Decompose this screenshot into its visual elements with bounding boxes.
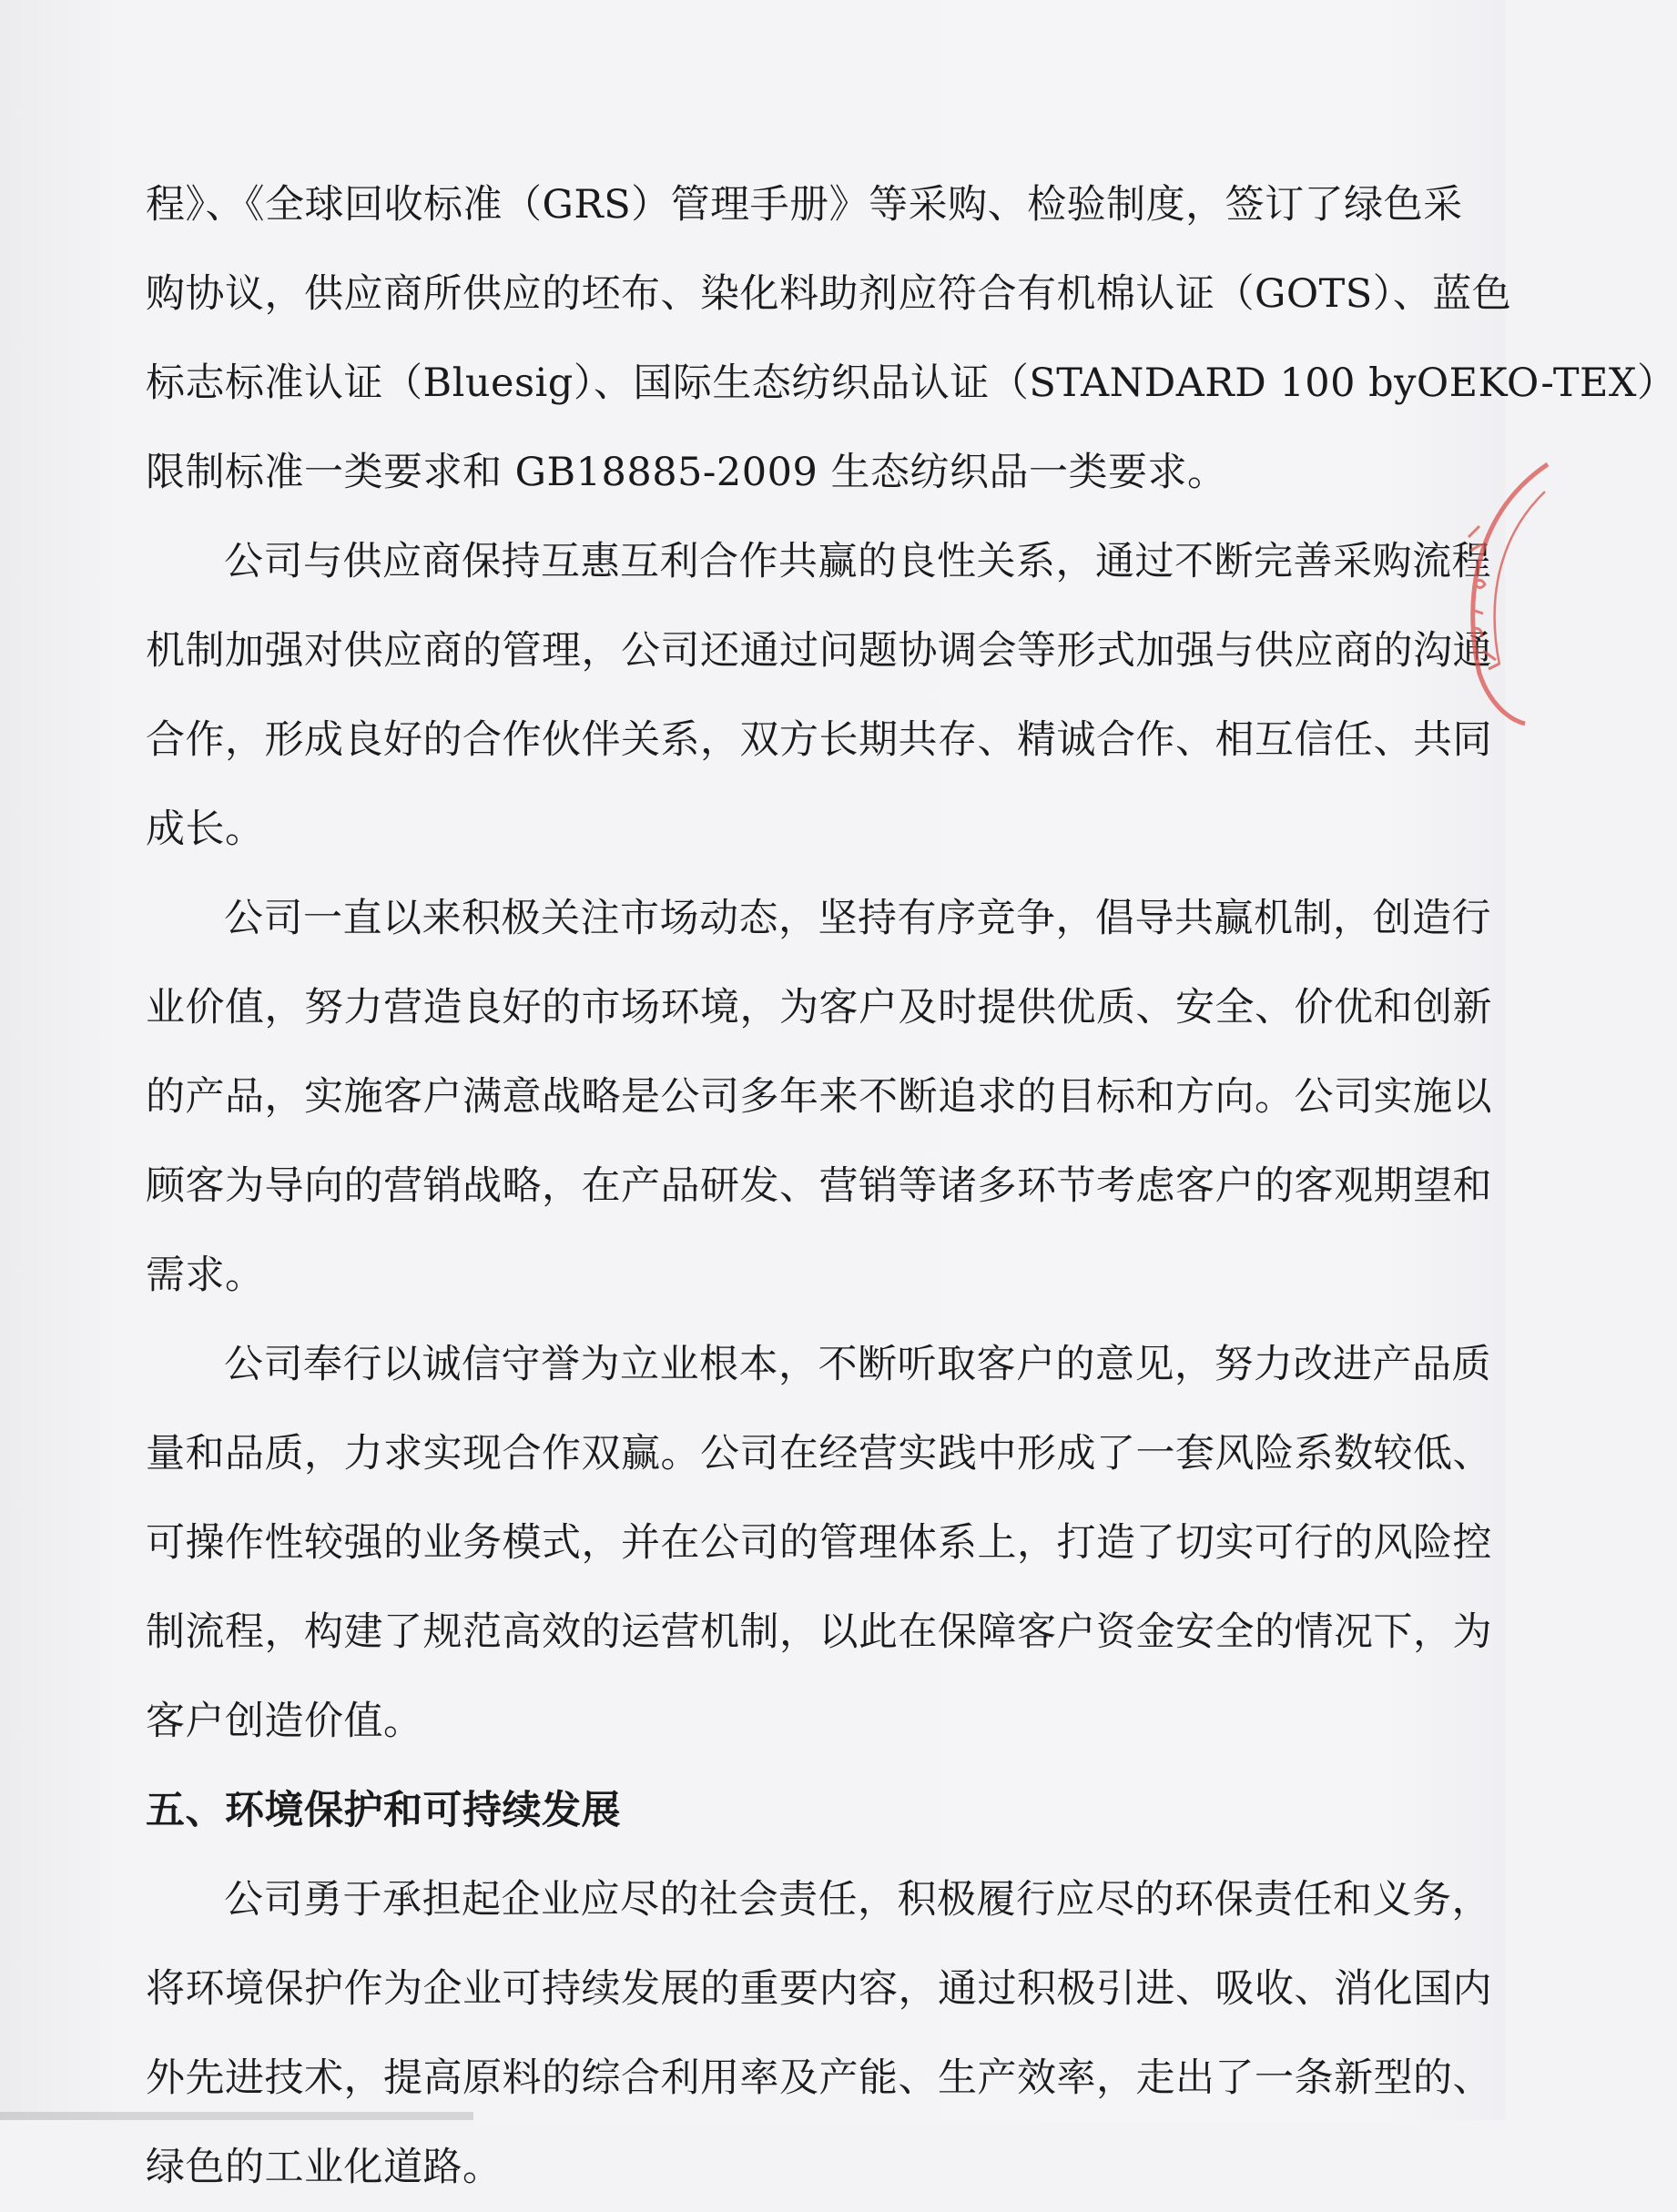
text-line: 量和品质，力求实现合作双赢。公司在经营实践中形成了一套风险系数较低、	[146, 1431, 1492, 1476]
text-line: 业价值，努力营造良好的市场环境，为客户及时提供优质、安全、价优和创新	[146, 985, 1492, 1030]
text-line: 可操作性较强的业务模式，并在公司的管理体系上，打造了切实可行的风险控	[146, 1520, 1492, 1566]
paragraph-first-line: 公司奉行以诚信守誉为立业根本，不断听取客户的意见，努力改进产品质	[224, 1342, 1491, 1387]
paragraph-first-line: 公司与供应商保持互惠互利合作共赢的良性关系，通过不断完善采购流程	[224, 539, 1491, 584]
paragraph-first-line: 公司勇于承担起企业应尽的社会责任，积极履行应尽的环保责任和义务，	[224, 1877, 1491, 1923]
scan-edge-artifact	[0, 2112, 473, 2120]
text-line: 限制标准一类要求和 GB18885-2009 生态纺织品一类要求。	[146, 450, 1227, 495]
text-line: 程》、《全球回收标准（GRS）管理手册》等采购、检验制度，签订了绿色采	[146, 182, 1463, 228]
text-line: 需求。	[146, 1253, 265, 1298]
text-line: 标志标准认证（Bluesig）、国际生态纺织品认证（STANDARD 100 byOEKO-TEX）	[146, 360, 1677, 406]
text-line: 合作，形成良好的合作伙伴关系，双方长期共存、精诚合作、相互信任、共同	[146, 717, 1492, 763]
text-line: 购协议，供应商所供应的坯布、染化料助剂应符合有机棉认证（GOTS）、蓝色	[146, 271, 1512, 317]
text-line: 绿色的工业化道路。	[146, 2145, 503, 2190]
text-line: 外先进技术，提高原料的综合利用率及产能、生产效率，走出了一条新型的、	[146, 2055, 1492, 2101]
text-line: 机制加强对供应商的管理，公司还通过问题协调会等形式加强与供应商的沟通	[146, 628, 1492, 674]
text-line: 顾客为导向的营销战略，在产品研发、营销等诸多环节考虑客户的客观期望和	[146, 1163, 1492, 1209]
section-heading: 五、环境保护和可持续发展	[146, 1788, 621, 1833]
document-body	[146, 160, 1677, 2212]
text-line: 客户创造价值。	[146, 1699, 423, 1744]
text-line: 制流程，构建了规范高效的运营机制，以此在保障客户资金安全的情况下，为	[146, 1609, 1492, 1655]
paragraph-first-line: 公司一直以来积极关注市场动态，坚持有序竞争，倡导共赢机制，创造行	[224, 896, 1491, 941]
seal-stamp	[1461, 455, 1570, 728]
text-line: 成长。	[146, 807, 265, 852]
text-line: 的产品，实施客户满意战略是公司多年来不断追求的目标和方向。公司实施以	[146, 1074, 1492, 1120]
text-line: 将环境保护作为企业可持续发展的重要内容，通过积极引进、吸收、消化国内	[146, 1966, 1492, 2012]
